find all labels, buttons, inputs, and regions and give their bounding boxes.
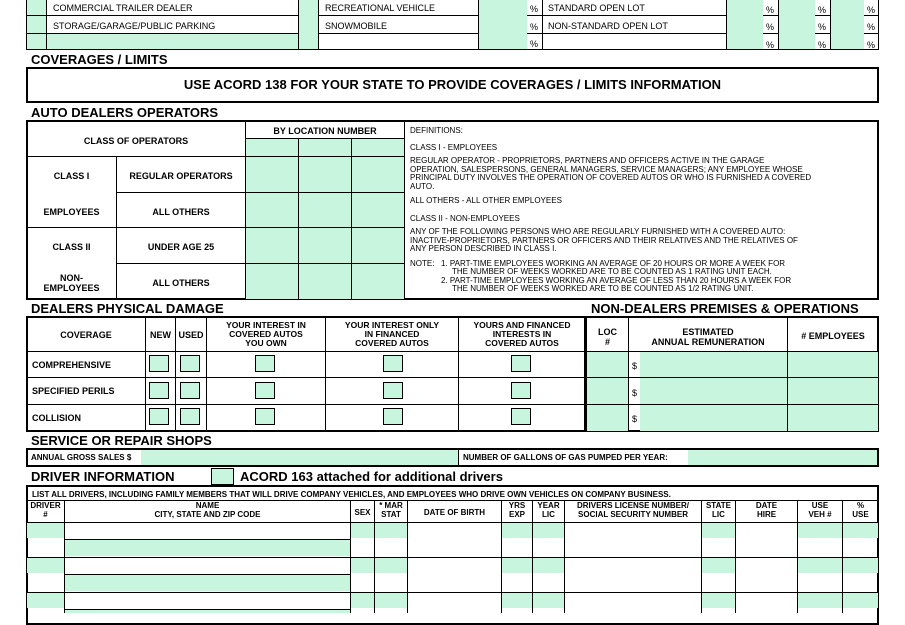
nd-header-remuneration: ESTIMATED ANNUAL REMUNERATION bbox=[651, 327, 765, 347]
collision-own-box[interactable] bbox=[255, 408, 275, 425]
row-class1: CLASS I bbox=[53, 171, 90, 181]
top-right-pct1[interactable] bbox=[727, 0, 763, 49]
collision-new-box[interactable] bbox=[149, 408, 169, 425]
currency-sign: $ bbox=[632, 361, 638, 371]
loc-cell[interactable] bbox=[352, 139, 404, 156]
nd-remuneration-field[interactable] bbox=[640, 352, 787, 377]
dh-date-hire: DATE HIRE bbox=[755, 501, 778, 519]
pd-header-financed: YOUR INTEREST ONLY IN FINANCED COVERED AUTOS bbox=[344, 320, 440, 348]
pd-header-yours-financed: YOURS AND FINANCED INTERESTS IN COVERED AUTOS bbox=[473, 320, 571, 348]
pct-sign: % bbox=[766, 22, 775, 32]
driver-instructions: LIST ALL DRIVERS, INCLUDING FAMILY MEMBERS THAT WILL DRIVE COMPANY VEHICLES, AND EMPLOYEES WHO DRIVE OWN VEHICLES ON COMPANY BUSINESS. bbox=[32, 490, 671, 499]
coverages-heading: COVERAGES / LIMITS bbox=[31, 52, 168, 67]
pd-row-specified-perils: SPECIFIED PERILS bbox=[32, 386, 115, 396]
operator-count[interactable] bbox=[352, 228, 404, 263]
loc-cell[interactable] bbox=[299, 139, 351, 156]
dh-mar-stat: * MAR STAT bbox=[379, 501, 403, 519]
driver-yrs-field[interactable] bbox=[502, 593, 532, 608]
collision-financed-box[interactable] bbox=[383, 408, 403, 425]
operator-count[interactable] bbox=[299, 228, 351, 263]
comprehensive-financed-box[interactable] bbox=[383, 355, 403, 372]
operator-count[interactable] bbox=[299, 157, 351, 192]
nd-loc-field[interactable] bbox=[587, 378, 628, 404]
note1: 1. PART-TIME EMPLOYEES WORKING AN AVERAGE OF 20 HOURS OR MORE A WEEK FOR bbox=[441, 259, 786, 268]
definition-any: ANY OF THE FOLLOWING PERSONS WHO ARE REGULARLY FURNISHED WITH A COVERED AUTO: INACTIVE-PROPRIETORS, PARTNERS OR OFFICERS AND THEIR RELATIVES AND THE RELATIVES OF ANY PERSON DESCRIBED IN CLASS I. bbox=[410, 227, 798, 253]
definition-regular: REGULAR OPERATOR - PROPRIETORS, PARTNERS AND OFFICERS ACTIVE IN THE GARAGE OPERATION, SALESPERSONS, GENERAL MANAGERS, SERVICE MANAGERS; ANY EMPLOYEE WHOSE PRINCIPAL DUTY INVOLVES THE OPERATION OF COVERED AUTOS OR WHO IS FURNISHED A COVERED AUTO. bbox=[410, 156, 812, 191]
pct-sign: % bbox=[766, 5, 775, 15]
row-employees: EMPLOYEES bbox=[43, 207, 100, 217]
top-right-pct3[interactable] bbox=[831, 0, 864, 49]
driver-name-field[interactable] bbox=[65, 575, 350, 591]
top-left-row2: STORAGE/GARAGE/PUBLIC PARKING bbox=[53, 21, 216, 31]
driver-state-field[interactable] bbox=[702, 523, 735, 538]
specified-perils-financed-box[interactable] bbox=[383, 382, 403, 399]
driver-yearlic-field[interactable] bbox=[533, 558, 564, 573]
operator-count[interactable] bbox=[246, 264, 298, 299]
physical-damage-heading: DEALERS PHYSICAL DAMAGE bbox=[31, 301, 224, 316]
driver-heading: DRIVER INFORMATION bbox=[31, 469, 175, 484]
non-dealers-heading: NON-DEALERS PREMISES & OPERATIONS bbox=[591, 301, 859, 316]
pct-sign: % bbox=[766, 40, 775, 50]
pd-header-new: NEW bbox=[150, 330, 171, 340]
comprehensive-own-box[interactable] bbox=[255, 355, 275, 372]
nd-employees-field[interactable] bbox=[788, 352, 878, 377]
gallons-label: NUMBER OF GALLONS OF GAS PUMPED PER YEAR: bbox=[463, 453, 668, 462]
row-all-others-2: ALL OTHERS bbox=[152, 278, 210, 288]
comprehensive-used-box[interactable] bbox=[180, 355, 200, 372]
by-location-header: BY LOCATION NUMBER bbox=[273, 126, 377, 136]
nd-header-employees: # EMPLOYEES bbox=[801, 331, 865, 341]
top-mid-row2: SNOWMOBILE bbox=[325, 21, 388, 31]
operator-count[interactable] bbox=[246, 193, 298, 227]
pct-sign: % bbox=[818, 22, 827, 32]
driver-sex-field[interactable] bbox=[351, 558, 374, 573]
gross-sales-field[interactable] bbox=[141, 450, 458, 465]
driver-mar-field[interactable] bbox=[375, 593, 407, 608]
dh-pct-use: % USE bbox=[852, 501, 869, 519]
pd-row-collision: COLLISION bbox=[32, 413, 81, 423]
specified-perils-both-box[interactable] bbox=[511, 382, 531, 399]
pct-sign: % bbox=[530, 39, 539, 49]
pct-sign: % bbox=[867, 40, 876, 50]
pct-sign: % bbox=[818, 40, 827, 50]
top-right-pct2[interactable] bbox=[779, 0, 815, 49]
driver-state-field[interactable] bbox=[702, 558, 735, 573]
pd-header-used: USED bbox=[178, 330, 204, 340]
dh-dob: DATE OF BIRTH bbox=[423, 508, 486, 517]
dh-state-lic: STATE LIC bbox=[705, 501, 732, 519]
dh-name: NAME CITY, STATE AND ZIP CODE bbox=[154, 501, 261, 519]
driver-sex-field[interactable] bbox=[351, 593, 374, 608]
pct-sign: % bbox=[530, 22, 539, 32]
gallons-field[interactable] bbox=[688, 450, 877, 465]
collision-used-box[interactable] bbox=[180, 408, 200, 425]
operator-count[interactable] bbox=[246, 157, 298, 192]
dh-driver-num: DRIVER # bbox=[30, 501, 61, 519]
row-under-25: UNDER AGE 25 bbox=[147, 242, 215, 252]
pct-sign: % bbox=[818, 5, 827, 15]
nd-loc-field[interactable] bbox=[587, 405, 628, 431]
operator-count[interactable] bbox=[299, 193, 351, 227]
nd-header-loc: LOC # bbox=[598, 327, 617, 347]
loc-cell[interactable] bbox=[246, 139, 298, 156]
specified-perils-new-box[interactable] bbox=[149, 382, 169, 399]
collision-both-box[interactable] bbox=[511, 408, 531, 425]
driver-sex-field[interactable] bbox=[351, 523, 374, 538]
top-mid-row1: RECREATIONAL VEHICLE bbox=[325, 3, 436, 13]
currency-sign: $ bbox=[632, 414, 638, 424]
coverages-notice: USE ACORD 138 FOR YOUR STATE TO PROVIDE COVERAGES / LIMITS INFORMATION bbox=[183, 77, 722, 92]
comprehensive-new-box[interactable] bbox=[149, 355, 169, 372]
driver-veh-field[interactable] bbox=[798, 558, 842, 573]
row-all-others: ALL OTHERS bbox=[152, 207, 210, 217]
operators-heading: AUTO DEALERS OPERATORS bbox=[31, 105, 219, 120]
pd-row-comprehensive: COMPREHENSIVE bbox=[32, 360, 112, 370]
definition-others: ALL OTHERS - ALL OTHER EMPLOYEES bbox=[410, 196, 562, 205]
comprehensive-both-box[interactable] bbox=[511, 355, 531, 372]
driver-mar-field[interactable] bbox=[375, 523, 407, 538]
driver-pct-field[interactable] bbox=[843, 593, 878, 608]
driver-pct-field[interactable] bbox=[843, 558, 878, 573]
nd-employees-field[interactable] bbox=[788, 405, 878, 431]
driver-num-field[interactable] bbox=[27, 593, 64, 608]
dh-sex: SEX bbox=[354, 508, 371, 517]
dh-license: DRIVERS LICENSE NUMBER/ SOCIAL SECURITY NUMBER bbox=[576, 501, 689, 519]
row-regular-operators: REGULAR OPERATORS bbox=[129, 171, 233, 181]
operator-count[interactable] bbox=[352, 157, 404, 192]
top-left-blank[interactable] bbox=[47, 34, 298, 49]
driver-yrs-field[interactable] bbox=[502, 558, 532, 573]
driver-mar-field[interactable] bbox=[375, 558, 407, 573]
top-fill-b[interactable] bbox=[299, 0, 318, 49]
driver-yearlic-field[interactable] bbox=[533, 523, 564, 538]
note2b: THE NUMBER OF WEEKS WORKED ARE TO BE COUNTED AS 1/2 RATING UNIT. bbox=[452, 284, 754, 293]
driver-veh-field[interactable] bbox=[798, 593, 842, 608]
acord-163-label: ACORD 163 attached for additional drivers bbox=[240, 469, 503, 484]
nd-loc-field[interactable] bbox=[587, 352, 628, 377]
row-class2: CLASS II bbox=[52, 242, 91, 252]
note2: 2. PART-TIME EMPLOYEES WORKING AN AVERAGE OF LESS THAN 20 HOURS A WEEK FOR bbox=[441, 276, 792, 285]
note-label: NOTE: bbox=[410, 259, 435, 268]
driver-yrs-field[interactable] bbox=[502, 523, 532, 538]
pct-sign: % bbox=[867, 5, 876, 15]
specified-perils-own-box[interactable] bbox=[255, 382, 275, 399]
driver-num-field[interactable] bbox=[27, 523, 64, 538]
dh-yrs-exp: YRS EXP bbox=[508, 501, 526, 519]
gross-sales-label: ANNUAL GROSS SALES $ bbox=[31, 453, 132, 462]
definitions-title: DEFINITIONS: bbox=[410, 126, 463, 135]
definition-class1: CLASS I - EMPLOYEES bbox=[410, 143, 498, 152]
pd-header-coverage: COVERAGE bbox=[60, 330, 112, 340]
pd-header-own: YOUR INTEREST IN COVERED AUTOS YOU OWN bbox=[226, 320, 306, 348]
top-mid-pct[interactable] bbox=[479, 0, 527, 49]
driver-yearlic-field[interactable] bbox=[533, 593, 564, 608]
operator-count[interactable] bbox=[352, 193, 404, 227]
top-fill-a[interactable] bbox=[27, 0, 46, 49]
operator-count[interactable] bbox=[352, 264, 404, 299]
driver-pct-field[interactable] bbox=[843, 523, 878, 538]
class-of-operators-header: CLASS OF OPERATORS bbox=[83, 136, 189, 146]
top-right-row1: STANDARD OPEN LOT bbox=[548, 3, 645, 13]
note1b: THE NUMBER OF WEEKS WORKED ARE TO BE COUNTED AS 1 RATING UNIT EACH. bbox=[452, 267, 772, 276]
pct-sign: % bbox=[530, 4, 539, 14]
driver-veh-field[interactable] bbox=[798, 523, 842, 538]
row-non-employees: NON- EMPLOYEES bbox=[43, 273, 100, 293]
currency-sign: $ bbox=[632, 388, 638, 398]
operator-count[interactable] bbox=[246, 228, 298, 263]
driver-num-field[interactable] bbox=[27, 558, 64, 573]
definition-class2: CLASS II - NON-EMPLOYEES bbox=[410, 214, 520, 223]
nd-remuneration-field[interactable] bbox=[640, 405, 787, 431]
top-left-row1: COMMERCIAL TRAILER DEALER bbox=[53, 3, 193, 13]
driver-state-field[interactable] bbox=[702, 593, 735, 608]
nd-remuneration-field[interactable] bbox=[640, 378, 787, 404]
service-heading: SERVICE OR REPAIR SHOPS bbox=[31, 433, 212, 448]
nd-employees-field[interactable] bbox=[788, 378, 878, 404]
dh-use-veh: USE VEH # bbox=[808, 501, 832, 519]
acord-163-checkbox[interactable] bbox=[211, 468, 234, 485]
pct-sign: % bbox=[867, 22, 876, 32]
dh-year-lic: YEAR LIC bbox=[537, 501, 560, 519]
driver-name-field[interactable] bbox=[65, 540, 350, 556]
top-right-row2: NON-STANDARD OPEN LOT bbox=[548, 21, 668, 31]
specified-perils-used-box[interactable] bbox=[180, 382, 200, 399]
operator-count[interactable] bbox=[299, 264, 351, 299]
